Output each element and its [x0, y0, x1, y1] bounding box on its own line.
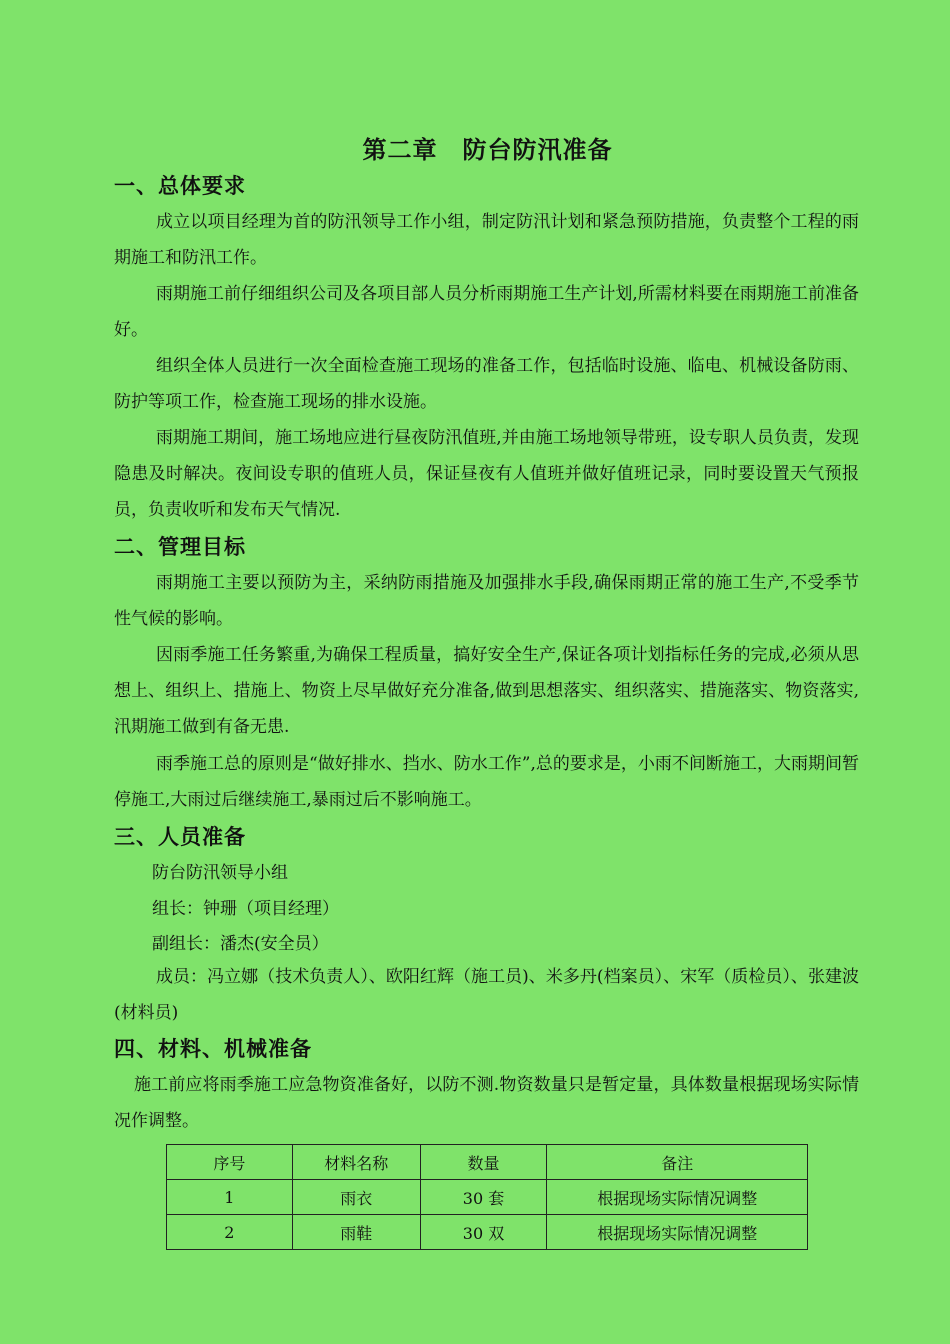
section-heading-general: 一、总体要求: [114, 174, 246, 198]
table-header-cell: 材料名称: [292, 1145, 420, 1180]
deputy-leader: 副组长：潘杰(安全员）: [152, 934, 329, 954]
paragraph: 因雨季施工任务繁重,为确保工程质量，搞好安全生产,保证各项计划指标任务的完成,必须从思想上、组织上、措施上、物资上尽早做好充分准备,做到思想落实、组织落实、措施落实、物资落实,汛期施工做到有备无患.: [114, 645, 859, 737]
paragraph: 成立以项目经理为首的防汛领导工作小组，制定防汛计划和紧急预防措施，负责整个工程的雨期施工和防汛工作。: [114, 212, 859, 268]
table-cell: 根据现场实际情况调整: [547, 1180, 808, 1215]
materials-table: [166, 1144, 808, 1250]
group-name: 防台防汛领导小组: [152, 863, 288, 883]
table-cell: 30 双: [420, 1215, 547, 1250]
paragraph: 雨期施工主要以预防为主，采纳防雨措施及加强排水手段,确保雨期正常的施工生产,不受季节性气候的影响。: [114, 573, 859, 629]
materials-intro: 施工前应将雨季施工应急物资准备好，以防不测.物资数量只是暂定量，具体数量根据现场实际情况作调整。: [114, 1075, 859, 1131]
group-leader: 组长：钟珊（项目经理）: [152, 899, 339, 919]
chapter-title: 第二章 防台防汛准备: [362, 136, 613, 164]
table-header-cell: 数量: [420, 1145, 547, 1180]
table-cell: 1: [167, 1180, 293, 1215]
section-heading-goals: 二、管理目标: [114, 535, 246, 559]
section-heading-personnel: 三、人员准备: [114, 825, 246, 849]
group-members: 成员：冯立娜（技术负责人）、欧阳红辉（施工员)、米多丹(档案员）、宋军（质检员）、张建波(材料员): [114, 967, 859, 1023]
paragraph: 雨期施工期间，施工场地应进行昼夜防汛值班,并由施工场地领导带班，设专职人员负责，发现隐患及时解决。夜间设专职的值班人员，保证昼夜有人值班并做好值班记录，同时要设置天气预报员，负责收听和发布天气情况.: [114, 428, 859, 520]
table-cell: 雨衣: [292, 1180, 420, 1215]
table-cell: 根据现场实际情况调整: [547, 1215, 808, 1250]
table-cell: 2: [167, 1215, 293, 1250]
section-heading-materials: 四、材料、机械准备: [114, 1037, 312, 1061]
table-cell: 雨鞋: [292, 1215, 420, 1250]
paragraph: 雨季施工总的原则是“做好排水、挡水、防水工作”,总的要求是，小雨不间断施工，大雨期间暂停施工,大雨过后继续施工,暴雨过后不影响施工。: [114, 754, 859, 810]
table-row: [167, 1180, 808, 1215]
paragraph: 雨期施工前仔细组织公司及各项目部人员分析雨期施工生产计划,所需材料要在雨期施工前准备好。: [114, 284, 859, 340]
table-row: [167, 1215, 808, 1250]
paragraph: 组织全体人员进行一次全面检查施工现场的准备工作，包括临时设施、临电、机械设备防雨、防护等项工作，检查施工现场的排水设施。: [114, 356, 859, 412]
table-header-cell: 序号: [167, 1145, 293, 1180]
table-header-cell: 备注: [547, 1145, 808, 1180]
table-header-row: [167, 1145, 808, 1180]
table-cell: 30 套: [420, 1180, 547, 1215]
